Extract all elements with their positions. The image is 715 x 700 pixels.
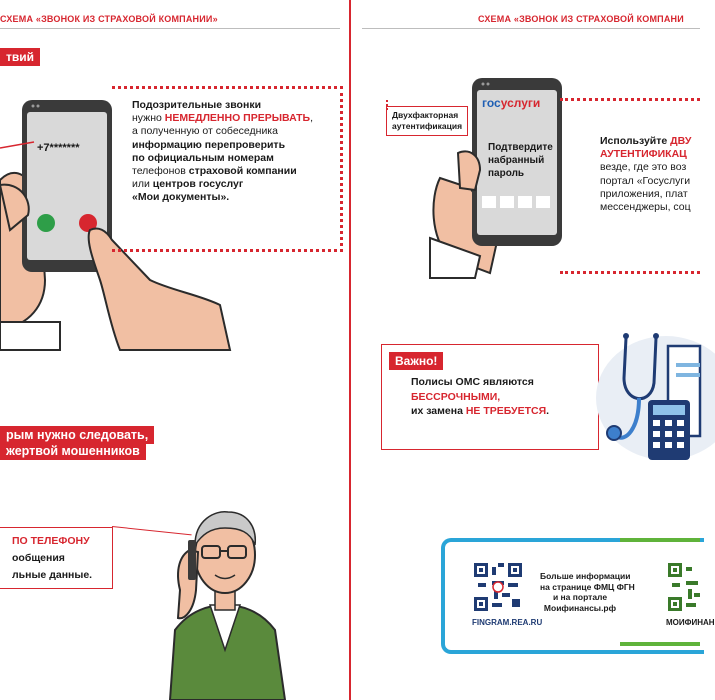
section-tag-middle-1: рым нужно следовать, [0, 426, 154, 444]
bottom-warning-text: ПО ТЕЛЕФОНУ ообщения льные данные. [12, 535, 93, 582]
info-panel-accent-top [620, 538, 700, 542]
two-factor-pointer [386, 100, 390, 110]
elderly-man-illustration [160, 500, 290, 700]
important-text: Полисы ОМС являются БЕССРОЧНЫМИ, их замена НЕ ТРЕБУЕТСЯ. [411, 376, 550, 417]
qr-code-fingram [474, 563, 522, 611]
two-factor-label: Двухфакторная аутентификация [386, 106, 468, 136]
gosuslugi-logo: госуслуги [482, 96, 541, 110]
info-panel-accent-bottom [620, 642, 700, 646]
right-header: СХЕМА «ЗВОНОК ИЗ СТРАХОВОЙ КОМПАНИ [478, 14, 684, 24]
section-tag-middle-2: жертвой мошенников [0, 442, 146, 460]
right-header-rule [362, 28, 700, 29]
gosuslugi-screen-text: Подтвердите набранный пароль [488, 142, 553, 179]
important-tag: Важно! [389, 352, 443, 370]
qr-code-moifinansy [668, 563, 700, 611]
left-callout-text: Подозрительные звонки нужно НЕМЕДЛЕННО ПРЕРЫВАТЬ, а полученную от собеседника информацию перепроверить по официальным номерам телефонов страховой компании или центров госуслуг «Мои документы». [132, 99, 314, 204]
caller-number: +7******* [37, 142, 80, 154]
left-header: СХЕМА «ЗВОНОК ИЗ СТРАХОВОЙ КОМПАНИИ» [0, 14, 218, 24]
qr-caption-moifinansy: МОИФИНАН [666, 618, 715, 627]
section-tag-top: твий [0, 48, 40, 66]
left-header-rule [0, 28, 340, 29]
medical-illustration [596, 318, 700, 468]
right-callout-text: Используйте ДВУ АУТЕНТИФИКАЦ везде, где это воз портал «Госуслуги приложения, плат мессенджеры, соц [600, 135, 692, 214]
qr-caption-fingram: FINGRAM.REA.RU [472, 618, 543, 627]
page-divider [349, 0, 351, 700]
info-text: Больше информации на странице ФМЦ ФГН и на портале Моифинансы.рф [540, 571, 635, 613]
